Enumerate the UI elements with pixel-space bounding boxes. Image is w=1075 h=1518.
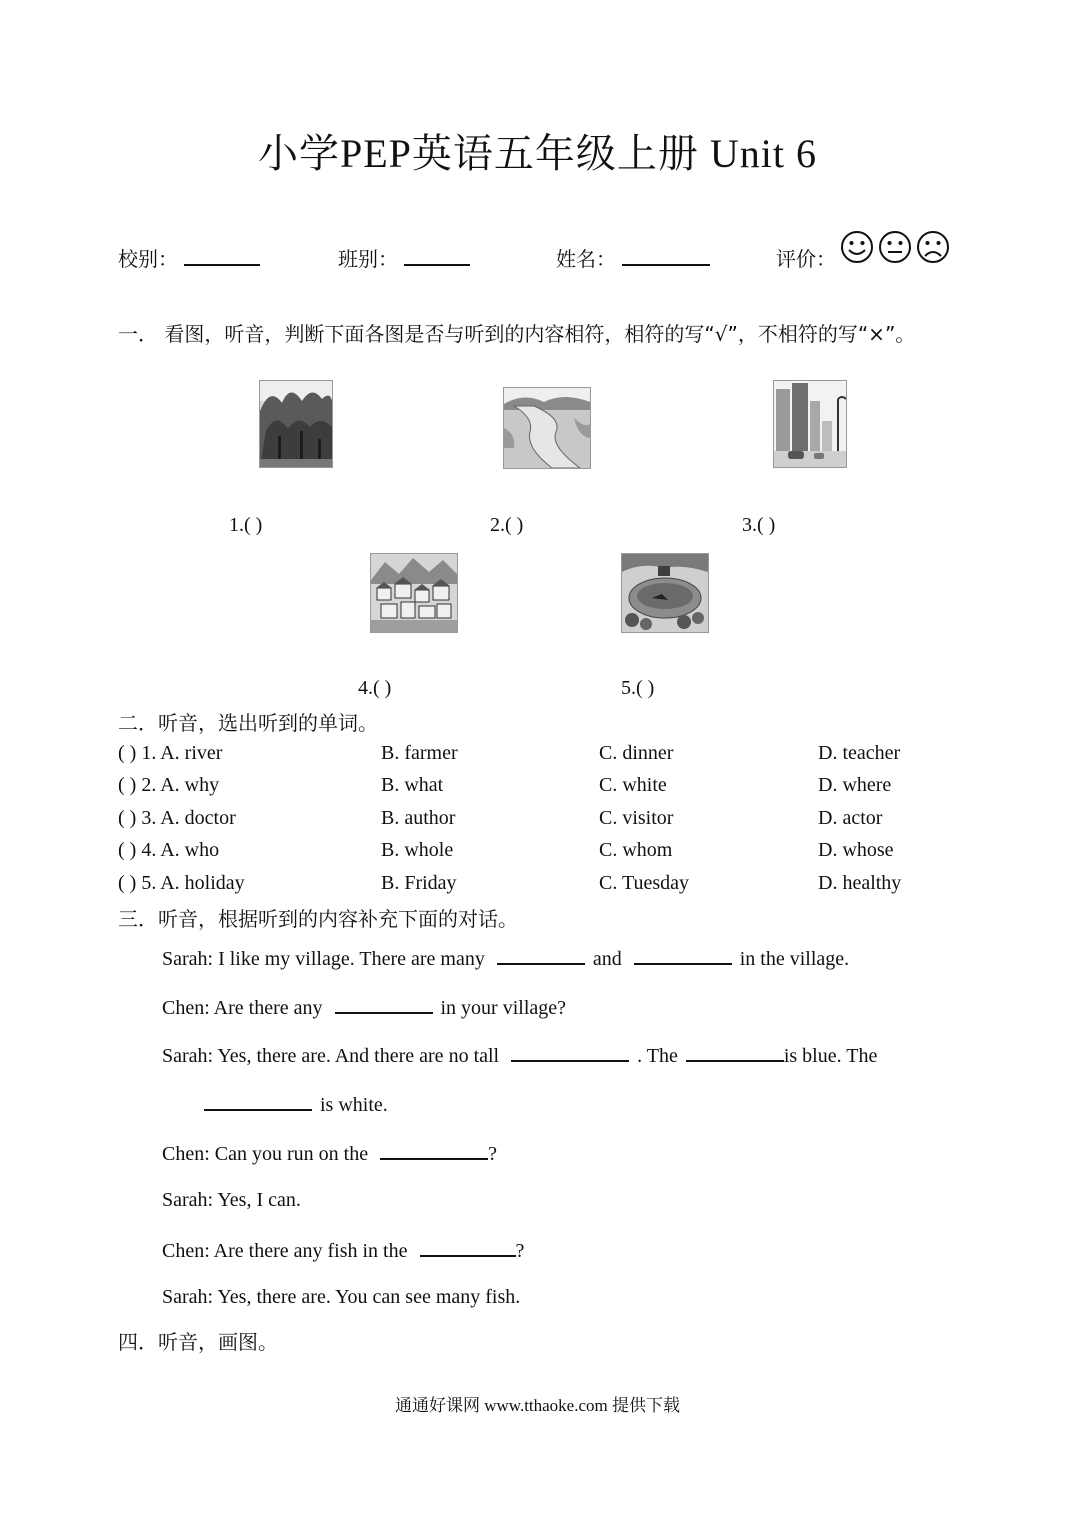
answer-3[interactable]: 3.( ) [742, 514, 776, 536]
forest-picture [259, 380, 333, 468]
blank-3[interactable] [335, 994, 433, 1014]
page-footer: 通通好课网 www.tthaoke.com 提供下载 [394, 1396, 681, 1415]
q3-option-d: D. actor [818, 807, 883, 829]
q3-option-b: B. author [381, 807, 456, 829]
dialogue-line-1 [162, 945, 849, 971]
q1-option-a[interactable]: ( ) 1. A. river [118, 742, 223, 764]
blank-5[interactable] [686, 1042, 784, 1062]
river-picture [503, 387, 591, 469]
school-field [118, 243, 260, 272]
q4-option-d: D. whose [818, 839, 894, 861]
dialogue-text: and [592, 948, 622, 970]
q5-option-c: C. Tuesday [599, 872, 690, 894]
q2-option-d: D. where [818, 774, 892, 796]
answer-5[interactable]: 5.( ) [621, 677, 655, 699]
school-label: 校别： [118, 249, 178, 271]
q5-option-d: D. healthy [818, 872, 902, 894]
dialogue-text: Chen: Can you run on the [162, 1143, 369, 1165]
smile-face-icon [840, 230, 874, 264]
q2-option-a[interactable]: ( ) 2. A. why [118, 774, 220, 796]
dialogue-text: is blue. The [783, 1045, 878, 1067]
section3-heading: 三．听音，根据听到的内容补充下面的对话。 [118, 907, 518, 931]
q4-option-b: B. whole [381, 839, 454, 861]
q5-option-a[interactable]: ( ) 5. A. holiday [118, 872, 245, 894]
sad-face-icon [916, 230, 950, 264]
q5-option-b: B. Friday [381, 872, 457, 894]
lake-picture [621, 553, 709, 633]
answer-2[interactable]: 2.( ) [490, 514, 524, 536]
blank-2[interactable] [634, 945, 732, 965]
dialogue-text: Chen: Are there any fish in the [162, 1240, 408, 1262]
dialogue-text: is white. [320, 1094, 388, 1116]
section1-heading: 一． 看图，听音，判断下面各图是否与听到的内容相符，相符的写“√”，不相符的写“×”。 [118, 322, 916, 346]
q3-option-c: C. visitor [599, 807, 674, 829]
dialogue-line-2 [162, 994, 566, 1020]
q4-option-c: C. whom [599, 839, 673, 861]
name-label: 姓名： [556, 249, 616, 271]
dialogue-line-8: Sarah: Yes, there are. You can see many fish. [162, 1286, 521, 1308]
section4-heading: 四．听音，画图。 [118, 1330, 278, 1354]
blank-7[interactable] [380, 1140, 488, 1160]
dialogue-text: Chen: Are there any [162, 997, 323, 1019]
village-picture [370, 553, 458, 633]
q1-option-d: D. teacher [818, 742, 901, 764]
class-label: 班别： [338, 249, 398, 271]
rating-label: 评价： [776, 249, 836, 271]
dialogue-text: . The [637, 1045, 678, 1067]
q1-option-c: C. dinner [599, 742, 674, 764]
neutral-face-icon [878, 230, 912, 264]
q2-option-c: C. white [599, 774, 667, 796]
dialogue-line-4 [204, 1091, 388, 1117]
blank-1[interactable] [497, 945, 585, 965]
dialogue-text: ? [488, 1143, 497, 1165]
blank-6[interactable] [204, 1091, 312, 1111]
class-blank[interactable] [404, 246, 470, 266]
dialogue-line-6: Sarah: Yes, I can. [162, 1189, 301, 1211]
dialogue-text: Sarah: I like my village. There are many [162, 948, 485, 970]
section2-heading: 二．听音，选出听到的单词。 [118, 711, 378, 735]
answer-1[interactable]: 1.( ) [229, 514, 263, 536]
rating-faces [840, 230, 950, 264]
q3-option-a[interactable]: ( ) 3. A. doctor [118, 807, 236, 829]
dialogue-text: in your village? [440, 997, 567, 1019]
dialogue-line-5 [162, 1140, 497, 1166]
dialogue-text: Sarah: Yes, there are. And there are no tall [162, 1045, 500, 1067]
dialogue-line-7 [162, 1237, 524, 1263]
q4-option-a[interactable]: ( ) 4. A. who [118, 839, 220, 861]
page-title: 小学PEP英语五年级上册 Unit 6 [257, 131, 818, 176]
school-blank[interactable] [184, 246, 260, 266]
dialogue-line-3 [162, 1042, 877, 1068]
blank-4[interactable] [511, 1042, 629, 1062]
dialogue-text: ? [515, 1240, 525, 1262]
city-picture [773, 380, 847, 468]
q1-option-b: B. farmer [381, 742, 458, 764]
name-field [556, 243, 710, 272]
q2-option-b: B. what [381, 774, 444, 796]
answer-4[interactable]: 4.( ) [358, 677, 392, 699]
blank-8[interactable] [420, 1237, 516, 1257]
dialogue-text: in the village. [739, 948, 850, 970]
name-blank[interactable] [622, 246, 710, 266]
class-field [338, 243, 470, 272]
